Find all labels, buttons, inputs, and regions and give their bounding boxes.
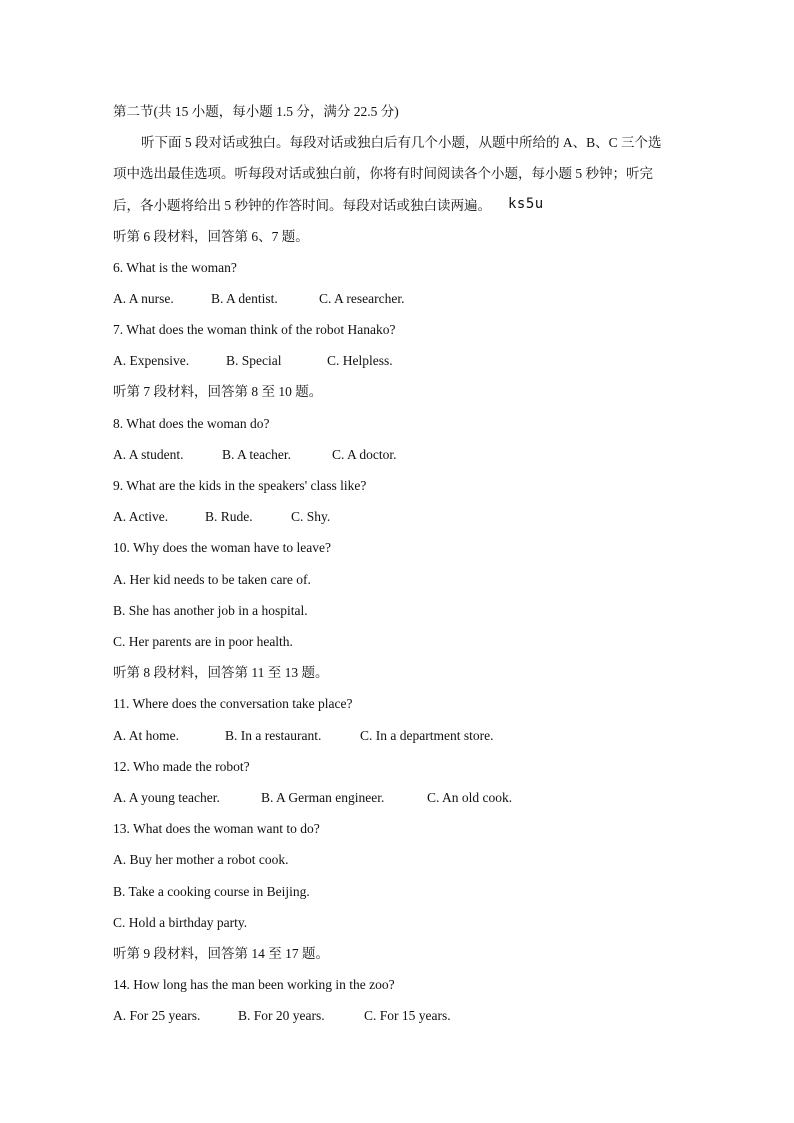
question-options bbox=[113, 1007, 451, 1025]
option-b: B. Rude. bbox=[205, 509, 253, 524]
option-a: A. Active. bbox=[113, 509, 169, 524]
option-b: B. A dentist. bbox=[211, 291, 278, 306]
option-c: C. Helpless. bbox=[327, 353, 393, 368]
section-header: 第二节(共 15 小题，每小题 1.5 分，满分 22.5 分) bbox=[113, 104, 399, 119]
option-a: A. A nurse. bbox=[113, 291, 174, 306]
question-stem: 11. Where does the conversation take place? bbox=[113, 696, 353, 711]
option-c: C. For 15 years. bbox=[364, 1008, 451, 1023]
option-b: B. In a restaurant. bbox=[225, 728, 322, 743]
question-stem: 12. Who made the robot? bbox=[113, 759, 250, 774]
group-header: 听第 9 段材料，回答第 14 至 17 题。 bbox=[113, 946, 329, 961]
option-b: B. A teacher. bbox=[222, 447, 291, 462]
option-b: B. For 20 years. bbox=[238, 1008, 325, 1023]
option-line: B. She has another job in a hospital. bbox=[113, 603, 308, 618]
group-header: 听第 7 段材料，回答第 8 至 10 题。 bbox=[113, 384, 323, 399]
option-line: A. Buy her mother a robot cook. bbox=[113, 852, 289, 867]
option-c: C. Shy. bbox=[291, 509, 331, 524]
option-line: B. Take a cooking course in Beijing. bbox=[113, 884, 310, 899]
option-line: C. Her parents are in poor health. bbox=[113, 634, 293, 649]
instruction-line: 听下面 5 段对话或独白。每段对话或独白后有几个小题，从题中所给的 A、B、C 三个选 bbox=[141, 135, 662, 150]
question-stem: 7. What does the woman think of the robot Hanako? bbox=[113, 322, 396, 337]
option-line: A. Her kid needs to be taken care of. bbox=[113, 572, 311, 587]
question-options bbox=[113, 352, 393, 370]
option-a: A. A young teacher. bbox=[113, 790, 220, 805]
question-options bbox=[113, 727, 493, 745]
option-b: B. Special bbox=[226, 353, 282, 368]
question-stem: 8. What does the woman do? bbox=[113, 416, 270, 431]
instruction-line: 项中选出最佳选项。听每段对话或独白前，你将有时间阅读各个小题，每小题 5 秒钟；听完 bbox=[113, 166, 653, 181]
option-line: C. Hold a birthday party. bbox=[113, 915, 248, 930]
option-a: A. A student. bbox=[113, 447, 184, 462]
instruction-line: 后，各小题将给出 5 秒钟的作答时间。每段对话或独白读两遍。 bbox=[113, 198, 491, 213]
question-stem: 9. What are the kids in the speakers' class like? bbox=[113, 478, 367, 493]
question-stem: 13. What does the woman want to do? bbox=[113, 821, 320, 836]
option-c: C. A researcher. bbox=[319, 291, 405, 306]
question-stem: 10. Why does the woman have to leave? bbox=[113, 540, 331, 555]
question-options bbox=[113, 508, 330, 526]
option-a: A. Expensive. bbox=[113, 353, 190, 368]
option-b: B. A German engineer. bbox=[261, 790, 385, 805]
option-c: C. A doctor. bbox=[332, 447, 397, 462]
group-header: 听第 6 段材料，回答第 6、7 题。 bbox=[113, 229, 309, 244]
question-options bbox=[113, 446, 397, 464]
question-options bbox=[113, 290, 404, 308]
watermark-mark: ks5u bbox=[508, 196, 544, 212]
option-c: C. An old cook. bbox=[427, 790, 513, 805]
question-stem: 6. What is the woman? bbox=[113, 260, 237, 275]
question-stem: 14. How long has the man been working in the zoo? bbox=[113, 977, 395, 992]
option-a: A. At home. bbox=[113, 728, 179, 743]
option-a: A. For 25 years. bbox=[113, 1008, 201, 1023]
group-header: 听第 8 段材料，回答第 11 至 13 题。 bbox=[113, 665, 329, 680]
option-c: C. In a department store. bbox=[360, 728, 494, 743]
question-options bbox=[113, 789, 512, 807]
